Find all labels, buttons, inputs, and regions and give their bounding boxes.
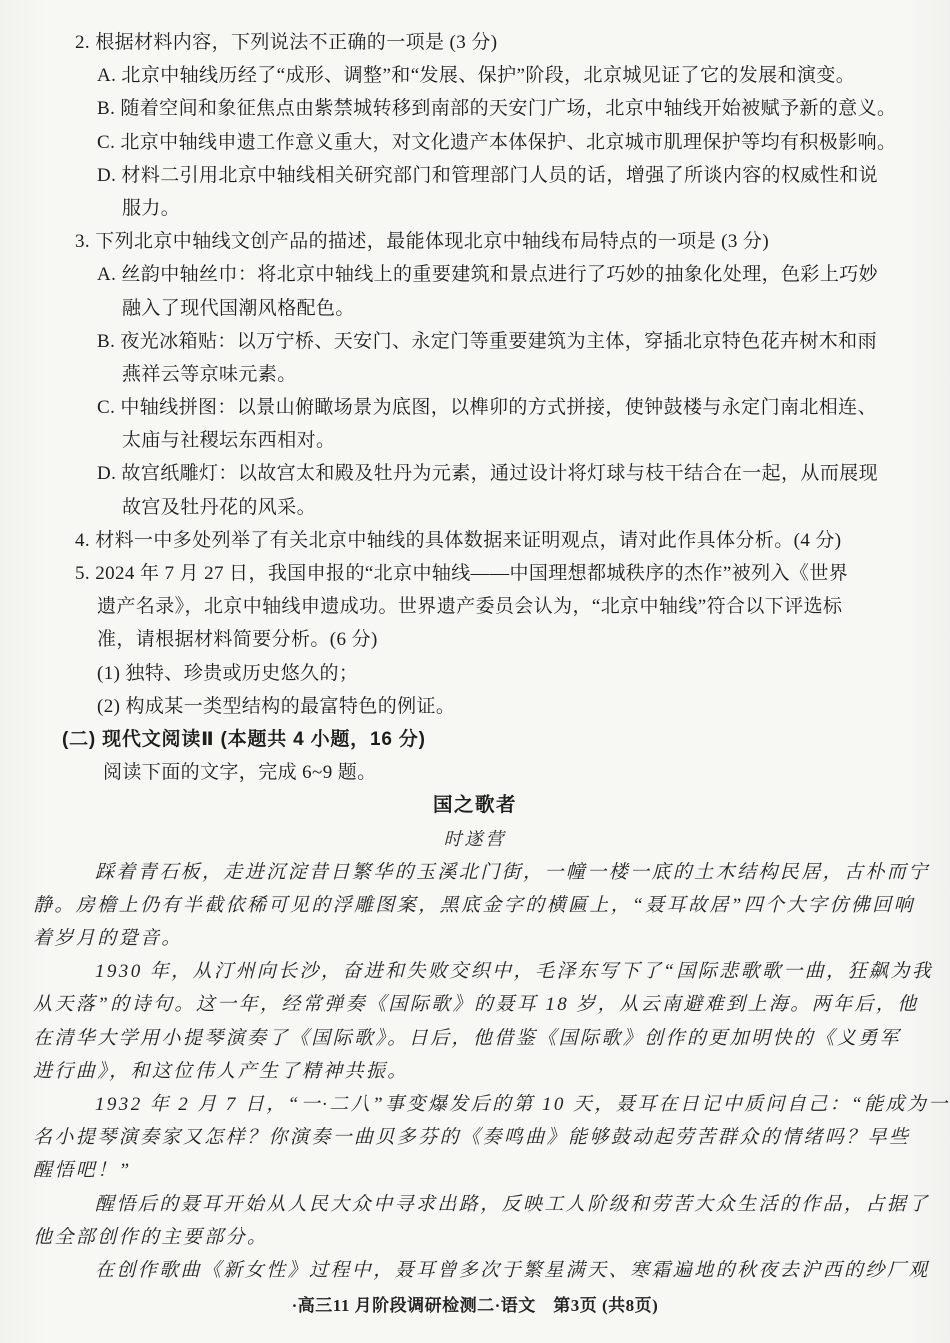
section-2-header: (二) 现代文阅读Ⅱ (本题共 4 小题，16 分) bbox=[62, 728, 426, 750]
question-2-option-c: C. 北京中轴线申遗工作意义重大，对文化遗产本体保护、北京城市肌理保护等均有积极影响。 bbox=[97, 131, 897, 153]
passage-p5-line-1: 在创作歌曲《新女性》过程中，聂耳曾多次于繁星满天、寒霜遍地的秋夜去沪西的纱厂观 bbox=[95, 1259, 930, 1281]
question-3-option-d-cont: 故宫及牡丹花的风采。 bbox=[122, 496, 317, 518]
passage-p4-line-1: 醒悟后的聂耳开始从人民大众中寻求出路，反映工人阶级和劳苦大众生活的作品，占据了 bbox=[95, 1193, 930, 1215]
question-4-stem: 4. 材料一中多处列举了有关北京中轴线的具体数据来证明观点，请对此作具体分析。(4 分) bbox=[75, 529, 842, 551]
passage-p1-line-3: 着岁月的跫音。 bbox=[33, 928, 183, 950]
passage-p1-line-2: 静。房檐上仍有半截依稀可见的浮雕图案，黑底金字的横匾上，“聂耳故居”四个大字仿佛回响 bbox=[33, 894, 915, 916]
question-3-option-c: C. 中轴线拼图：以景山俯瞰场景为底图，以榫卯的方式拼接，使钟鼓楼与永定门南北相连、 bbox=[97, 397, 877, 419]
passage-author: 时遂营 bbox=[443, 828, 507, 849]
passage-p3-line-2: 名小提琴演奏家又怎样？你演奏一曲贝多芬的《奏鸣曲》能够鼓动起劳苦群众的情绪吗？早些 bbox=[33, 1127, 911, 1149]
question-3-option-a: A. 丝韵中轴丝巾：将北京中轴线上的重要建筑和景点进行了巧妙的抽象化处理，色彩上巧妙 bbox=[97, 264, 879, 286]
passage-p2-line-4: 进行曲》，和这位伟人产生了精神共振。 bbox=[33, 1060, 409, 1082]
question-3-stem: 3. 下列北京中轴线文创产品的描述，最能体现北京中轴线布局特点的一项是 (3 分) bbox=[75, 231, 770, 253]
passage-p2-line-2: 从天落”的诗句。这一年，经常弹奏《国际歌》的聂耳 18 岁，从云南避难到上海。两年后，他 bbox=[33, 994, 919, 1016]
passage-p4-line-2: 他全部创作的主要部分。 bbox=[33, 1226, 269, 1248]
question-3-option-a-cont: 融入了现代国潮风格配色。 bbox=[122, 297, 355, 319]
reading-instruction: 阅读下面的文字，完成 6~9 题。 bbox=[103, 762, 377, 784]
question-5-criterion-2: (2) 构成某一类型结构的最富特色的例证。 bbox=[97, 695, 456, 717]
passage-p1-line-1: 踩着青石板，走进沉淀昔日繁华的玉溪北门街，一幢一楼一底的土木结构民居，古朴而宁 bbox=[95, 861, 930, 883]
question-5-stem-cont-1: 遗产名录》，北京中轴线申遗成功。世界遗产委员会认为，“北京中轴线”符合以下评选标 bbox=[97, 596, 843, 618]
question-5-stem-cont-2: 准，请根据材料简要分析。(6 分) bbox=[97, 629, 378, 651]
question-3-option-c-cont: 太庙与社稷坛东西相对。 bbox=[122, 430, 336, 452]
question-5-criterion-1: (1) 独特、珍贵或历史悠久的； bbox=[97, 662, 359, 684]
passage-p2-line-1: 1930 年，从汀州向长沙，奋进和失败交织中，毛泽东写下了“国际悲歌歌一曲，狂飙为我 bbox=[95, 961, 934, 983]
question-2-option-a: A. 北京中轴线历经了“成形、调整”和“发展、保护”阶段，北京城见证了它的发展和演变。 bbox=[97, 65, 856, 87]
passage-title: 国之歌者 bbox=[432, 794, 517, 817]
passage-p3-line-1: 1932 年 2 月 7 日，“一·二八”事变爆发后的第 10 天，聂耳在日记中质问自己：“能成为一 bbox=[95, 1094, 950, 1115]
question-2-option-d: D. 材料二引用北京中轴线相关研究部门和管理部门人员的话，增强了所谈内容的权威性和说 bbox=[97, 164, 879, 186]
question-5-stem: 5. 2024 年 7 月 27 日，我国申报的“北京中轴线——中国理想都城秩序的杰作”被列入《世界 bbox=[75, 563, 849, 584]
question-3-option-b: B. 夜光冰箱贴：以万宁桥、天安门、永定门等重要建筑为主体，穿插北京特色花卉树木和雨 bbox=[97, 330, 877, 352]
passage-p2-line-3: 在清华大学用小提琴演奏了《国际歌》。日后，他借鉴《国际歌》创作的更加明快的《义勇军 bbox=[33, 1027, 901, 1049]
question-3-option-b-cont: 燕祥云等京味元素。 bbox=[122, 363, 297, 385]
question-2-option-b: B. 随着空间和象征焦点由紫禁城转移到南部的天安门广场，北京中轴线开始被赋予新的意义。 bbox=[97, 98, 897, 120]
question-3-option-d: D. 故宫纸雕灯：以故宫太和殿及牡丹为元素，通过设计将灯球与枝干结合在一起，从而展现 bbox=[97, 463, 879, 485]
page-footer: ·高三11 月阶段调研检测二·语文 第3页 (共8页) bbox=[291, 1296, 659, 1316]
question-2-option-d-cont: 服力。 bbox=[122, 197, 181, 219]
passage-p3-line-3: 醒悟吧！” bbox=[33, 1160, 132, 1182]
question-2-stem: 2. 根据材料内容，下列说法不正确的一项是 (3 分) bbox=[75, 32, 498, 53]
